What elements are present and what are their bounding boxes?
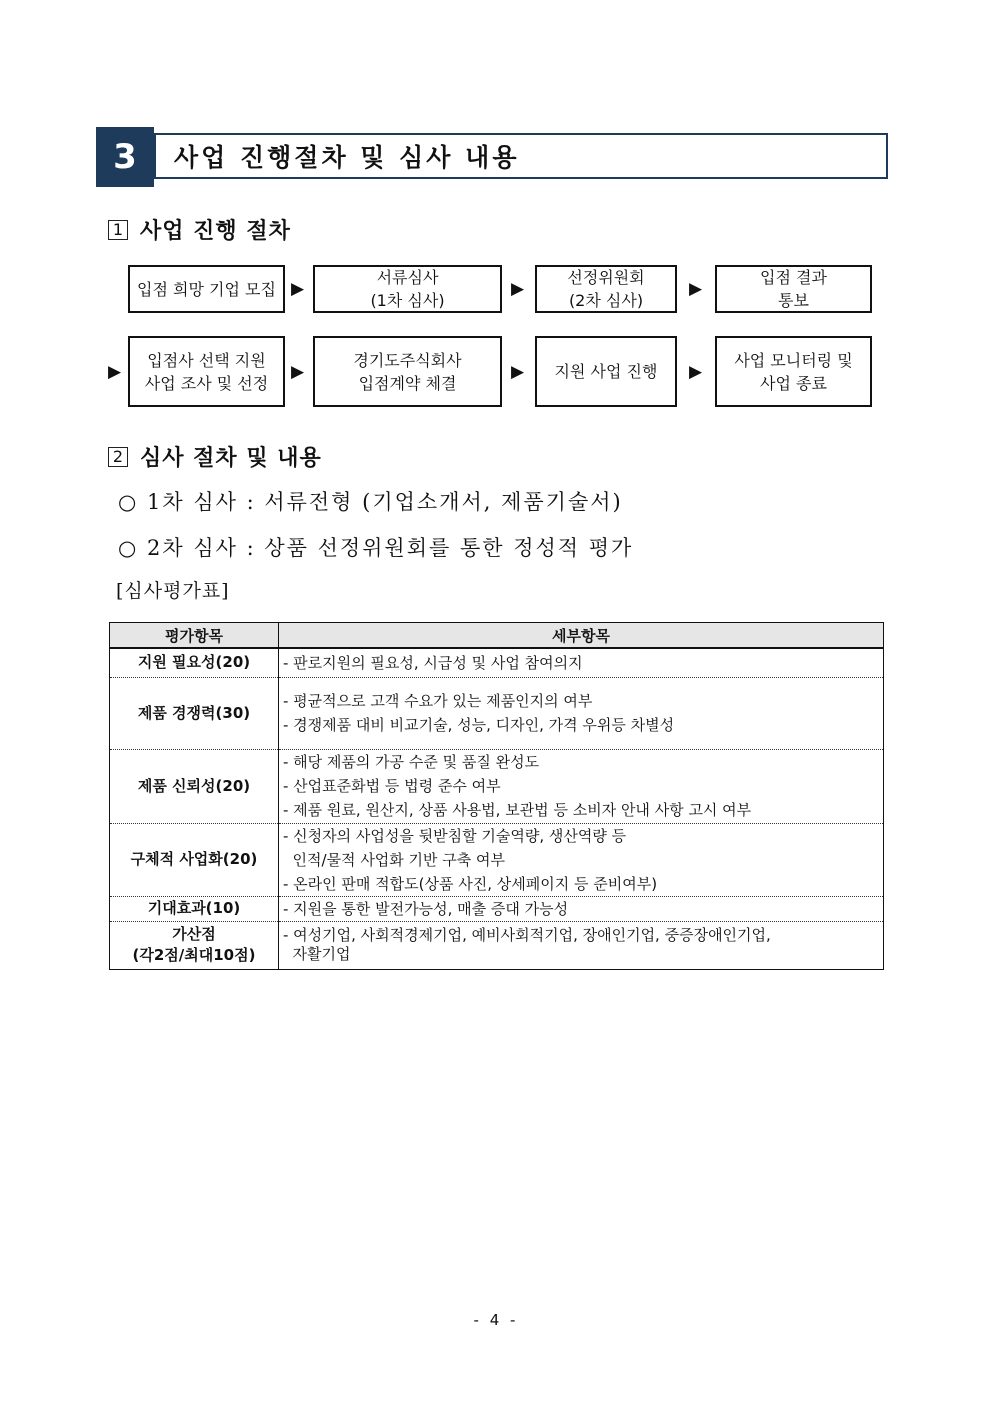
row-category: 제품 신뢰성(20): [110, 749, 279, 823]
subheading-title: 심사 절차 및 내용: [140, 446, 322, 471]
header-category: 평가항목: [110, 623, 279, 649]
flow-arrow-icon: ▶: [291, 362, 305, 382]
detail-line: - 신청자의 사업성을 뒷받침할 기술역량, 생산역량 등: [283, 826, 627, 845]
table-header-row: [110, 623, 884, 649]
row-details: [279, 648, 884, 677]
flow-step-2: 서류심사 (1차 심사): [313, 265, 502, 313]
flow-arrow-icon: ▶: [291, 279, 305, 299]
row-category: 가산점 (각2점/최대10점): [110, 921, 279, 969]
row-details: [279, 677, 884, 749]
flow-step-1: 입점 희망 기업 모집: [128, 265, 285, 313]
header-details: 세부항목: [279, 623, 884, 649]
evaluation-table: [109, 622, 884, 970]
row-details: [279, 823, 884, 896]
subheading-review: [108, 441, 322, 472]
detail-line: - 경쟁제품 대비 비교기술, 성능, 디자인, 가격 우위등 차별성: [283, 716, 675, 734]
row-details: [279, 896, 884, 921]
row-details: [279, 749, 884, 823]
detail-line: - 지원을 통한 발전가능성, 매출 증대 가능성: [283, 899, 569, 918]
detail-line: - 제품 원료, 원산지, 상품 사용법, 보관법 등 소비자 안내 사항 고시 여부: [283, 801, 752, 819]
subheading-number: 2: [108, 447, 128, 467]
flow-arrow-icon: ▶: [689, 362, 703, 382]
flow-arrow-icon: ▶: [511, 362, 525, 382]
detail-line: - 여성기업, 사회적경제기업, 예비사회적기업, 장애인기업, 중증장애인기업,: [283, 926, 771, 944]
page-number: - 4 -: [473, 1311, 519, 1329]
table-row: [110, 896, 884, 921]
section-title-box: [154, 133, 888, 179]
table-row: [110, 648, 884, 677]
table-row: [110, 677, 884, 749]
detail-line: 인적/물적 사업화 기반 구축 여부: [283, 850, 506, 869]
row-category: 제품 경쟁력(30): [110, 677, 279, 749]
detail-line: 자활기업: [283, 945, 351, 963]
table-row: [110, 921, 884, 969]
flow-arrow-icon: ▶: [511, 279, 525, 299]
table-caption: [심사평가표]: [116, 580, 230, 602]
row-category: 지원 필요성(20): [110, 648, 279, 677]
bullet-first-review: ○ 1차 심사 : 서류전형 (기업소개서, 제품기술서): [118, 490, 623, 514]
flow-step-3: 선정위원회 (2차 심사): [535, 265, 677, 313]
detail-line: - 평균적으로 고객 수요가 있는 제품인지의 여부: [283, 692, 593, 710]
section-number: 3: [96, 127, 154, 187]
flow-step-5: 입점사 선택 지원 사업 조사 및 선정: [128, 336, 285, 407]
subheading-procedure: [108, 214, 291, 245]
detail-line: - 산업표준화법 등 법령 준수 여부: [283, 777, 501, 795]
row-category: 기대효과(10): [110, 896, 279, 921]
row-details: [279, 921, 884, 969]
row-category: 구체적 사업화(20): [110, 823, 279, 896]
detail-line: - 해당 제품의 가공 수준 및 품질 완성도: [283, 753, 540, 771]
detail-line: - 판로지원의 필요성, 시급성 및 사업 참여의지: [283, 653, 583, 672]
flow-step-6: 경기도주식회사 입점계약 체결: [313, 336, 502, 407]
flow-step-4: 입점 결과 통보: [715, 265, 872, 313]
subheading-title: 사업 진행 절차: [140, 219, 291, 244]
subheading-number: 1: [108, 220, 128, 240]
table-row: [110, 749, 884, 823]
detail-line: - 온라인 판매 적합도(상품 사진, 상세페이지 등 준비여부): [283, 874, 658, 893]
flow-step-8: 사업 모니터링 및 사업 종료: [715, 336, 872, 407]
section-title: 사업 진행절차 및 심사 내용: [174, 143, 520, 172]
flow-step-7: 지원 사업 진행: [535, 336, 677, 407]
bullet-second-review: ○ 2차 심사 : 상품 선정위원회를 통한 정성적 평가: [118, 536, 634, 560]
table-row: [110, 823, 884, 896]
flow-arrow-icon: ▶: [689, 279, 703, 299]
flow-arrow-icon: ▶: [108, 362, 122, 382]
